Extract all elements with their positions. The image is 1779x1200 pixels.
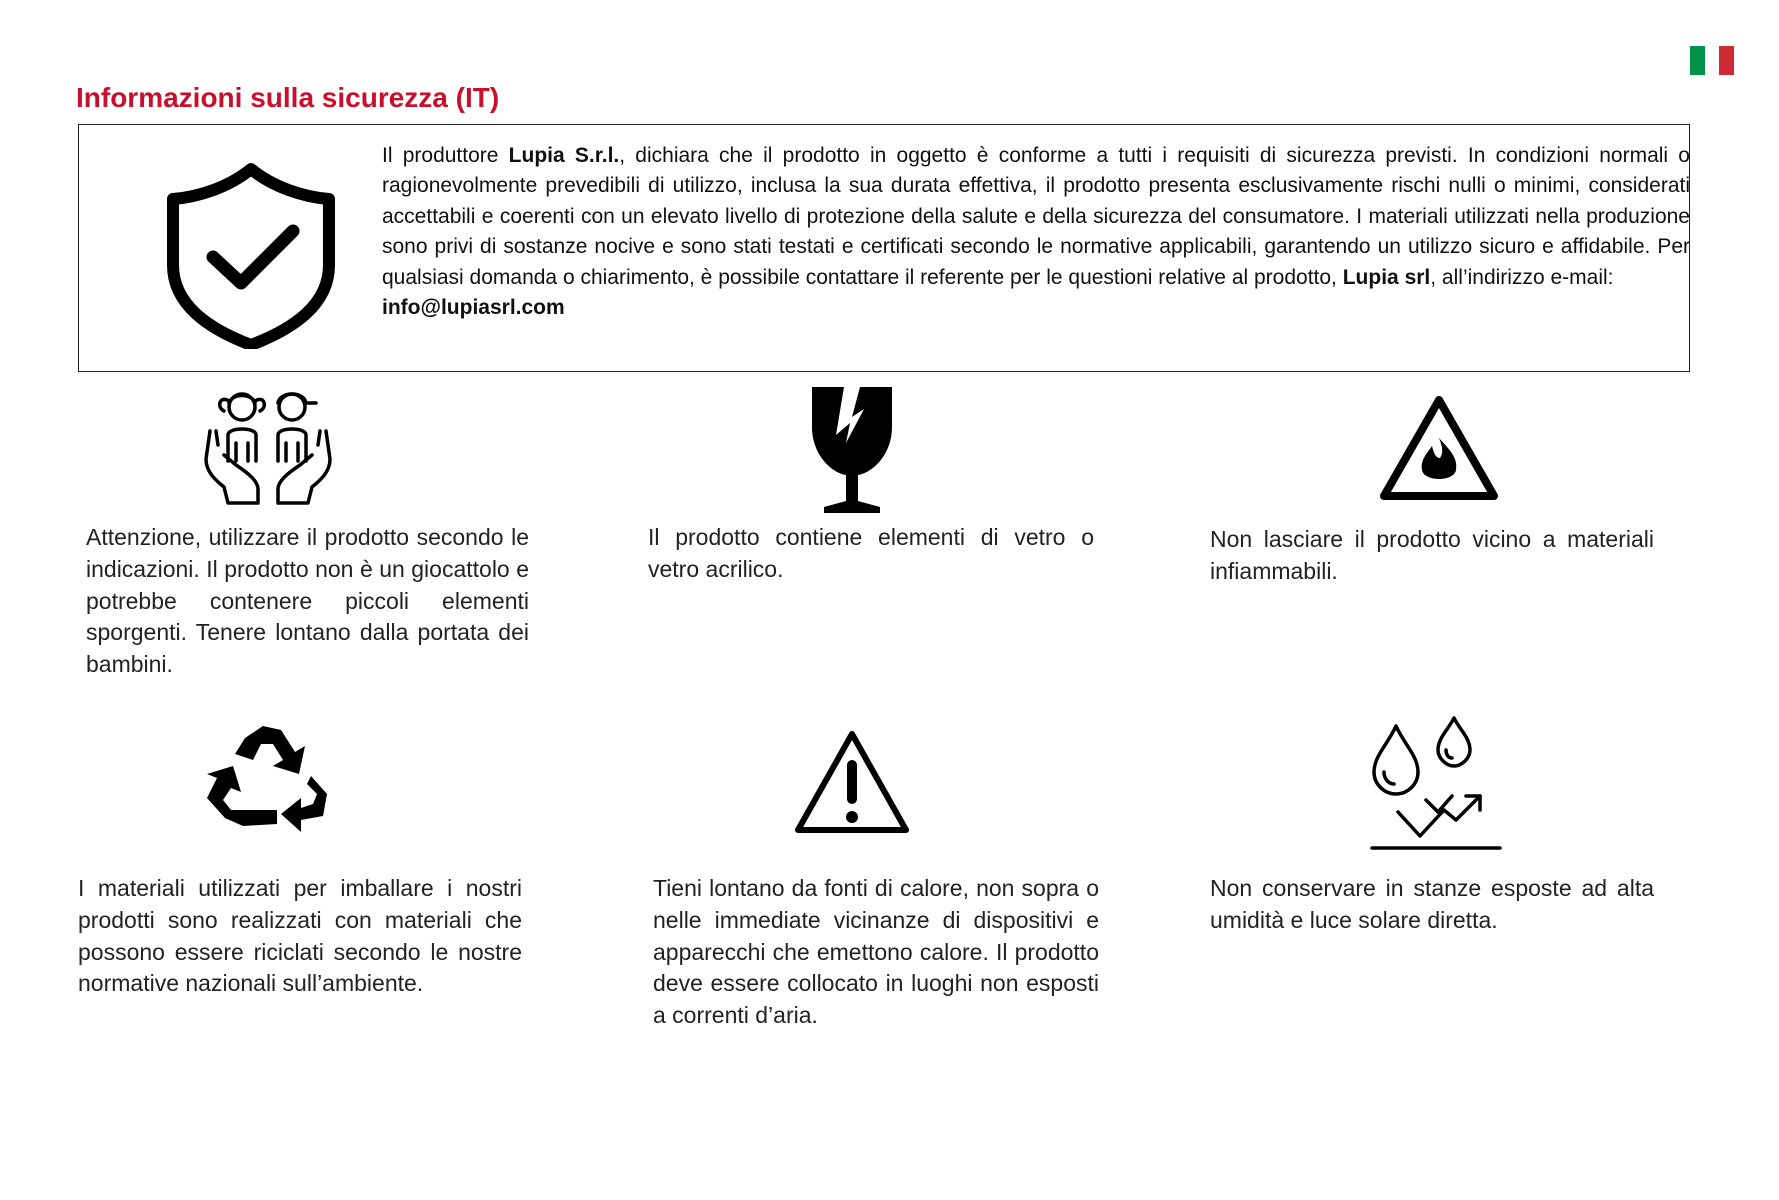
flammable-warning-icon [1378,394,1500,502]
humidity-warning-text: Non conservare in stanze esposte ad alta umidità e luce solare diretta. [1210,875,1654,933]
fragile-glass-icon [806,383,898,515]
flammable-warning-text: Non lasciare il prodotto vicino a materiali infiammabili. [1210,526,1654,584]
contact-name: Lupia srl [1342,265,1431,289]
recycle-info-text: I materiali utilizzati per imballare i nostri prodotti sono realizzati con materiali che possono essere riciclati secondo le nostre normative nazionali sull’ambiente. [78,875,522,997]
statement-part-1: Il produttore [382,144,509,167]
safety-statement-text [382,141,1690,323]
flag-green-stripe [1690,46,1705,75]
page-title: Informazioni sulla sicurezza (IT) [76,82,500,113]
manufacturer-name: Lupia S.r.l. [508,144,620,167]
safety-statement-box [78,124,1690,372]
flag-red-stripe [1719,46,1734,75]
glass-warning-text: Il prodotto contiene elementi di vetro o vetro acrilico. [648,524,1094,582]
children-warning-text: Attenzione, utilizzare il prodotto secondo le indicazioni. Il prodotto non è un giocattolo e potrebbe contenere piccoli elementi sporgenti. Tenere lontano dalla portata dei bambini. [86,524,529,678]
flag-white-stripe [1705,46,1720,75]
statement-part-2: , dichiara che il prodotto in oggetto è conforme a tutti i requisiti di sicurezza previsti. In condizioni normali o ragionevolmente prevedibili di utilizzo, inclusa la sua durata effettiva, il prodotto presenta esclusivamente rischi nulli o minimi, considerati accettabili e coerenti con un elevato livello di protezione della salute e della sicurezza del consumatore. I materiali utilizzati nella produzione sono privi di sostanze nocive e sono stati testati e certificati secondo le normative applicabili, garantendo un utilizzo sicuro e affidabile. Per qualsiasi domanda o chiarimento, è possibile contattare il referente per le questioni relative al prodotto, [382,144,1690,289]
shield-check-icon [151,157,351,349]
statement-part-3: , all’indirizzo e-mail: [1430,265,1614,289]
italian-flag-icon [1690,46,1734,75]
children-hands-icon [200,385,336,509]
contact-email[interactable]: info@lupiasrl.com [382,296,565,320]
humidity-icon [1368,716,1504,852]
heat-warning-text: Tieni lontano da fonti di calore, non sopra o nelle immediate vicinanze di dispositivi e apparecchi che emettono calore. Il prodotto deve essere collocato in luoghi non esposti a correnti d’aria. [653,875,1099,1029]
warning-icon [792,726,912,838]
recycle-icon [203,718,329,844]
